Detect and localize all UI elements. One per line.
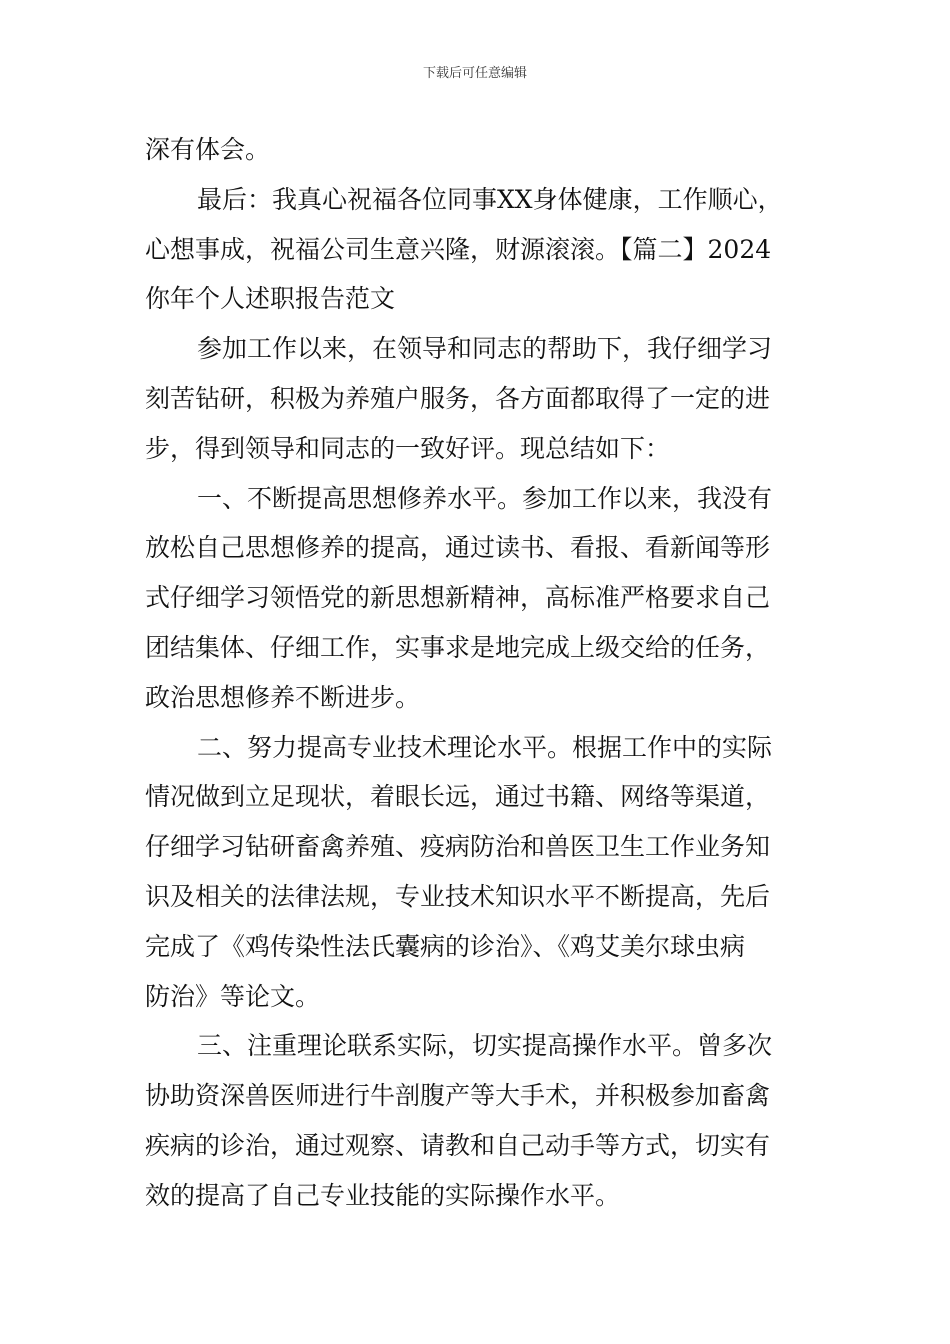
paragraph <box>145 324 808 473</box>
text-line: 步，得到领导和同志的一致好评。现总结如下： <box>145 433 671 463</box>
text-line: 政治思想修养不断进步。 <box>145 682 421 712</box>
text-line: 刻苦钻研，积极为养殖户服务，各方面都取得了一定的进 <box>145 383 771 413</box>
text-line: 疾病的诊治，通过观察、请教和自己动手等方式，切实有 <box>145 1130 771 1160</box>
text-line: 效的提高了自己专业技能的实际操作水平。 <box>145 1180 621 1210</box>
text-line: 二、努力提高专业技术理论水平。根据工作中的实际 <box>197 732 773 762</box>
text-line: 团结集体、仔细工作，实事求是地完成上级交给的任务， <box>145 632 771 662</box>
text-line: 协助资深兽医师进行牛剖腹产等大手术，并积极参加畜禽 <box>145 1081 771 1111</box>
text-line: 完成了《鸡传染性法氏囊病的诊治》、《鸡艾美尔球虫病 <box>145 931 746 961</box>
paragraph <box>145 1021 808 1220</box>
text-line: 心想事成，祝福公司生意兴隆，财源滚滚。【篇二】2024 <box>145 234 772 264</box>
paragraph <box>145 723 808 1022</box>
page-header: 下载后可任意编辑 <box>422 66 527 81</box>
text-line: 你年个人述职报告范文 <box>145 284 396 314</box>
document-body <box>145 125 808 1221</box>
text-line: 最后：我真心祝福各位同事XX身体健康，工作顺心， <box>197 184 783 214</box>
text-line: 参加工作以来，在领导和同志的帮助下，我仔细学习 <box>197 334 773 364</box>
text-line: 一、不断提高思想修养水平。参加工作以来，我没有 <box>197 483 773 513</box>
text-line: 识及相关的法律法规，专业技术知识水平不断提高，先后 <box>145 881 771 911</box>
text-line: 防治》等论文。 <box>145 981 321 1011</box>
paragraph <box>145 175 808 324</box>
text-line: 仔细学习钻研畜禽养殖、疫病防治和兽医卫生工作业务知 <box>145 832 771 862</box>
text-line: 情况做到立足现状，着眼长远，通过书籍、网络等渠道， <box>145 782 771 812</box>
text-line: 放松自己思想修养的提高，通过读书、看报、看新闻等形 <box>145 533 771 563</box>
paragraph <box>145 474 808 723</box>
text-line: 深有体会。 <box>145 135 271 164</box>
paragraph <box>145 125 808 175</box>
text-line: 式仔细学习领悟党的新思想新精神，高标准严格要求自己 <box>145 583 771 613</box>
text-line: 三、注重理论联系实际，切实提高操作水平。曾多次 <box>197 1031 773 1061</box>
